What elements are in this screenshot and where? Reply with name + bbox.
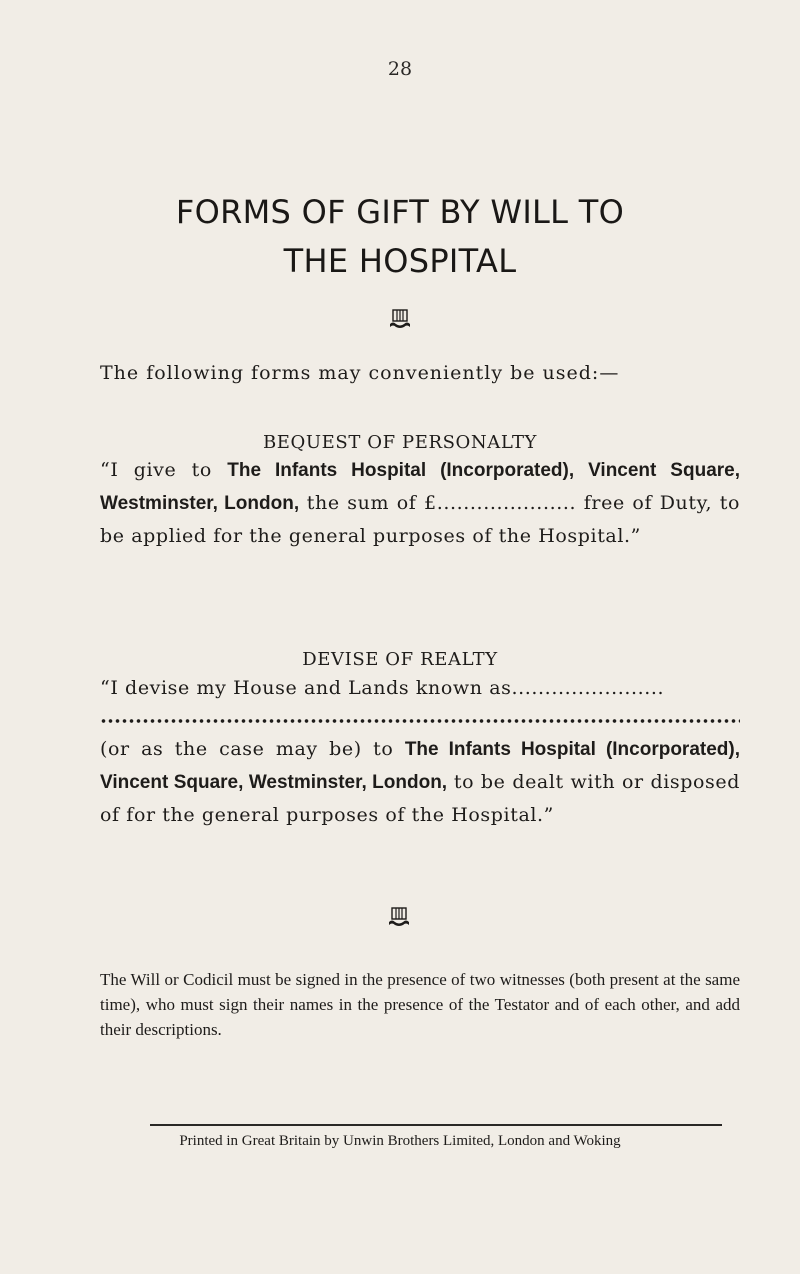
devise-paragraph [100, 733, 740, 831]
page-number: 28 [387, 58, 413, 80]
bequest-text-1: “I give to [100, 459, 228, 481]
title-line-2: THE HOSPITAL [283, 242, 517, 280]
dotted-blank-line [100, 718, 740, 724]
witness-note: The Will or Codicil must be signed in the presence of two witnesses (both present at the same time), who must sign their names in the presence of the Testator and of each other, and add their descriptions. [100, 970, 740, 1039]
bequest-paragraph [100, 454, 740, 552]
bequest-text-2: the sum of £..................... [299, 492, 577, 514]
dingbat-ornament-icon [389, 309, 411, 329]
page-title [0, 188, 800, 286]
bequest-heading: BEQUEST OF PERSONALTY [262, 432, 538, 453]
title-line-1: FORMS OF GIFT BY WILL TO [175, 193, 625, 231]
devise-hospital-name: The Infants Hospital (Incorporated), Vincent Square, Westminster, London, [100, 739, 740, 793]
dingbat-ornament-icon [388, 907, 410, 927]
devise-line-1: “I devise my House and Lands known as....................... [100, 677, 665, 699]
bequest-hospital-name: The Infants Hospital (Incorporated), Vincent Square, Westminster, London, [100, 460, 740, 514]
devise-text-after: to be dealt with or disposed of for the general purposes of the Hospital.” [100, 771, 740, 826]
bequest-text-3: free of Duty, to be applied for the general purposes of the Hospital.” [100, 492, 740, 547]
devise-heading: DEVISE OF REALTY [302, 649, 498, 670]
divider [150, 1124, 722, 1126]
devise-text-before: (or as the case may be) to [100, 738, 405, 760]
printer-imprint: Printed in Great Britain by Unwin Brothers Limited, London and Woking [179, 1133, 621, 1149]
intro-text: The following forms may conveniently be used:— [100, 362, 620, 384]
